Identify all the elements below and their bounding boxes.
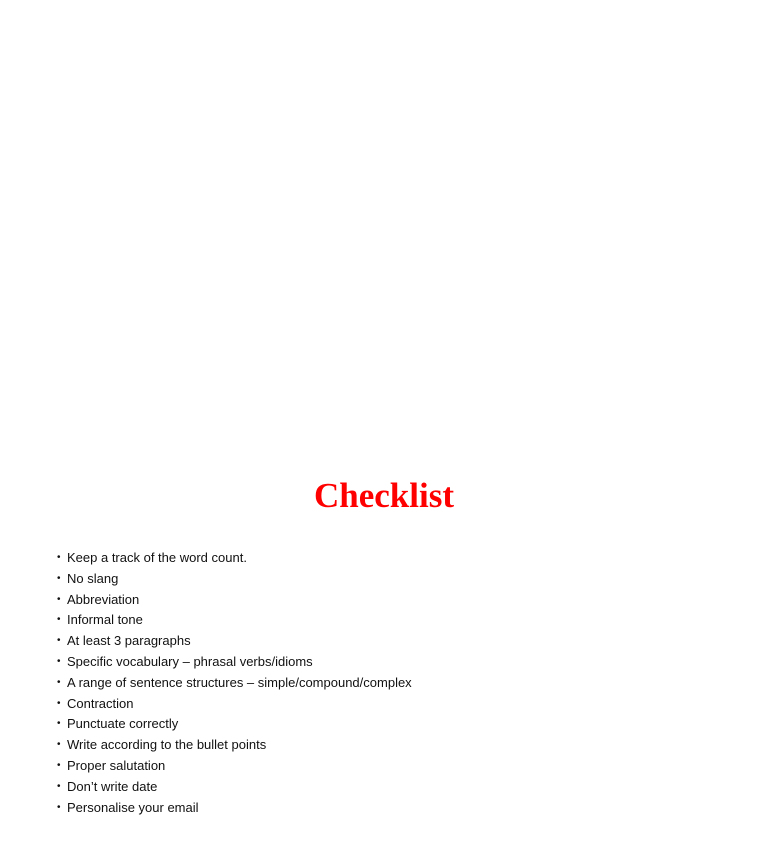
list-item-text: Punctuate correctly <box>67 716 179 732</box>
list-item <box>57 714 412 735</box>
bullet-icon: • <box>57 614 61 626</box>
list-item-text: Keep a track of the word count. <box>67 550 247 565</box>
list-item-text: Don’t write date <box>67 778 158 794</box>
list-item-text: No slang <box>67 570 119 586</box>
list-item-text: Specific vocabulary – phrasal verbs/idioms <box>67 653 313 669</box>
bullet-icon: • <box>57 697 61 709</box>
list-item <box>57 569 412 590</box>
list-item <box>57 631 412 652</box>
bullet-icon: • <box>57 739 61 751</box>
page-title: Checklist <box>314 476 454 515</box>
checklist <box>57 548 412 818</box>
bullet-icon: • <box>57 572 61 584</box>
list-item-text: Abbreviation <box>67 591 140 607</box>
bullet-icon: • <box>57 676 61 688</box>
list-item <box>57 548 412 569</box>
list-item <box>57 652 412 673</box>
bullet-icon: • <box>57 655 61 667</box>
list-item-text: Contraction <box>67 695 134 711</box>
list-item-text: A range of sentence structures – simple/compound/complex <box>67 674 412 690</box>
list-item-text: Informal tone <box>67 612 143 628</box>
list-item <box>57 694 412 715</box>
list-item <box>57 590 412 611</box>
bullet-icon: • <box>57 801 61 813</box>
list-item <box>57 735 412 756</box>
list-item <box>57 777 412 798</box>
list-item-text: Personalise your email <box>67 799 199 815</box>
list-item <box>57 610 412 631</box>
bullet-icon: • <box>57 552 61 563</box>
bullet-icon: • <box>57 759 61 771</box>
bullet-icon: • <box>57 593 61 605</box>
list-item-text: Write according to the bullet points <box>67 737 267 753</box>
list-item <box>57 673 412 694</box>
list-item <box>57 798 412 819</box>
list-item <box>57 756 412 777</box>
bullet-icon: • <box>57 635 61 647</box>
list-item-text: Proper salutation <box>67 757 166 773</box>
bullet-icon: • <box>57 780 61 792</box>
bullet-icon: • <box>57 718 61 730</box>
list-item-text: At least 3 paragraphs <box>67 633 191 649</box>
